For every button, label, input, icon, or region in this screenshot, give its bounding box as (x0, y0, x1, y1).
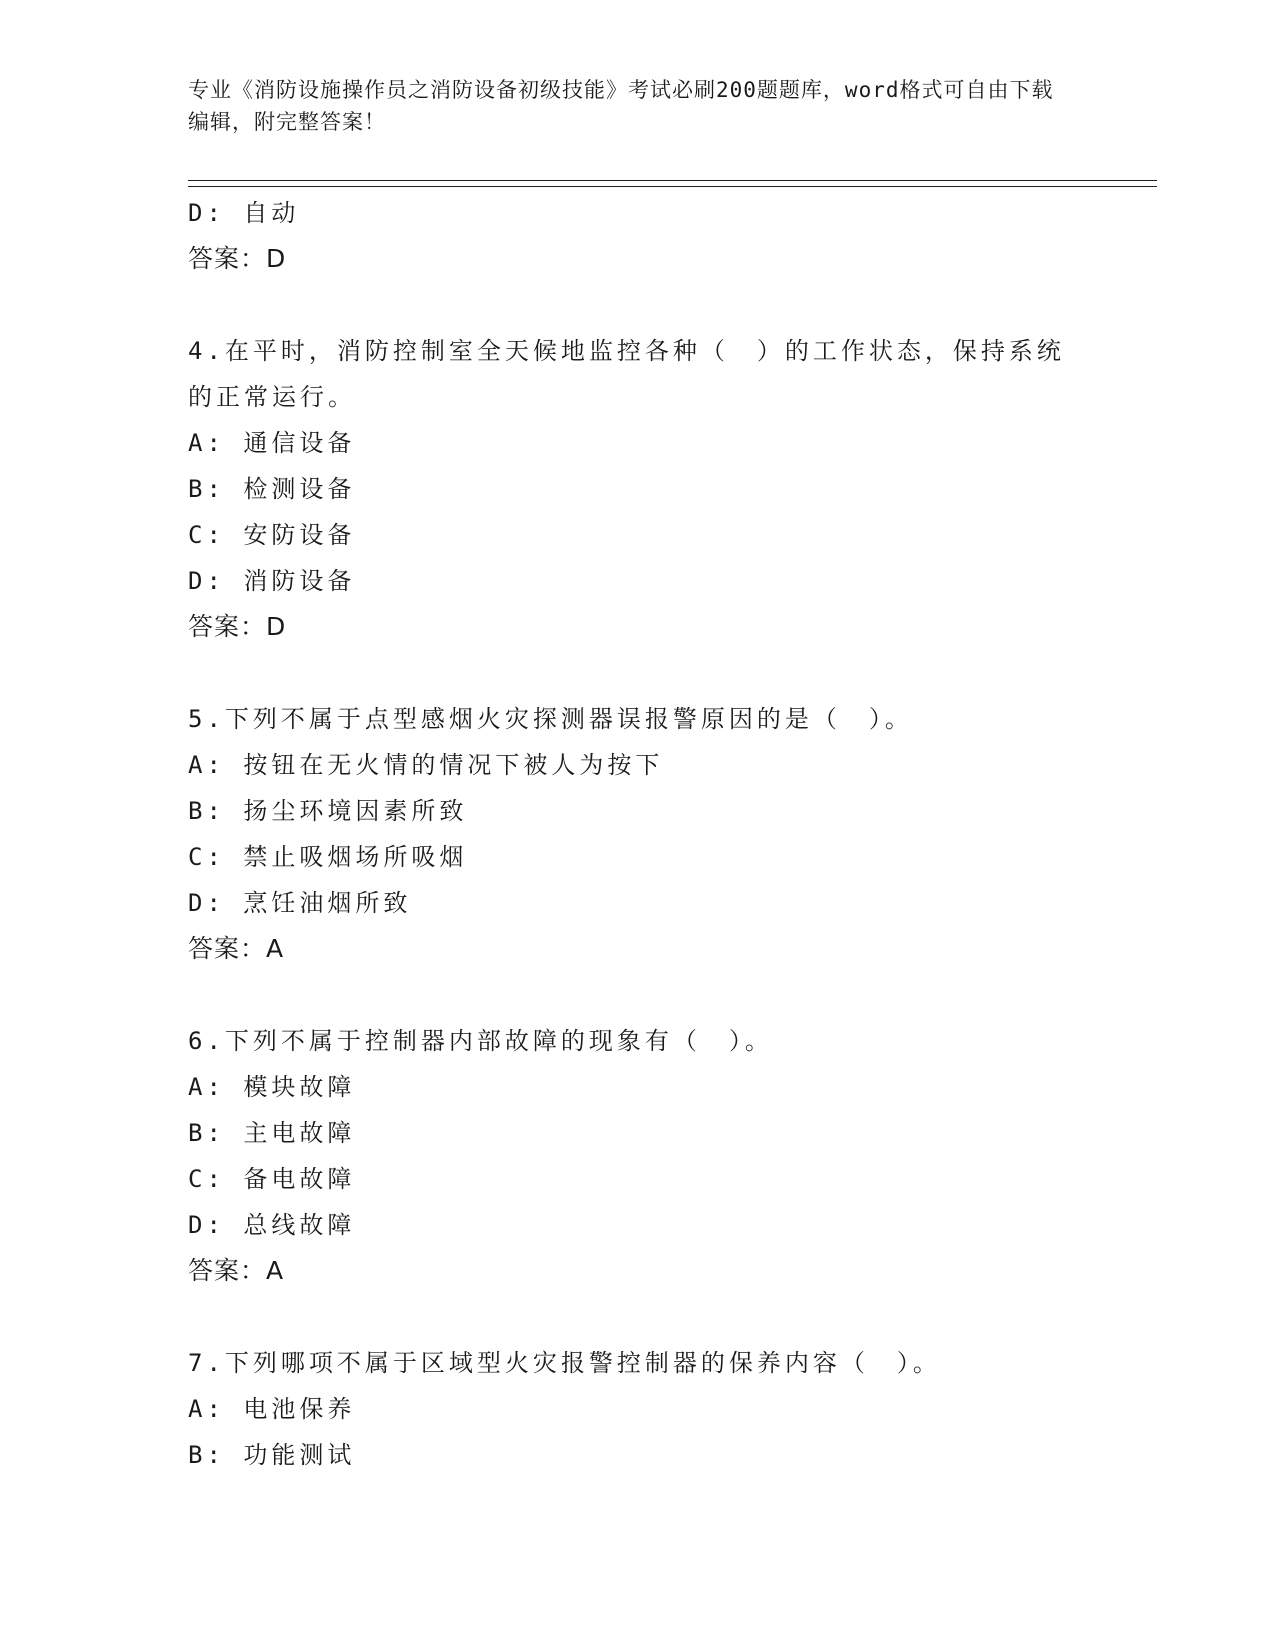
question-text: 6.下列不属于控制器内部故障的现象有（ ）。 (188, 1027, 773, 1055)
answer-line: 答案：D (188, 612, 287, 641)
option-c: C: 安防设备 (188, 521, 356, 549)
question-block (188, 1018, 1088, 1294)
answer-line: 答案：A (188, 934, 285, 963)
option-b: B: 主电故障 (188, 1119, 356, 1147)
option-c: C: 备电故障 (188, 1165, 356, 1193)
option-b: B: 功能测试 (188, 1441, 356, 1469)
option-b: B: 检测设备 (188, 475, 356, 503)
question-text: 7.下列哪项不属于区域型火灾报警控制器的保养内容（ ）。 (188, 1349, 941, 1377)
question-block (188, 1340, 1088, 1478)
option-a: A: 模块故障 (188, 1073, 356, 1101)
question-text: 4.在平时，消防控制室全天候地监控各种（ ）的工作状态，保持系统的正常运行。 (188, 337, 1065, 411)
question-block (188, 696, 1088, 972)
option-c: C: 禁止吸烟场所吸烟 (188, 843, 468, 871)
option-d: D: 烹饪油烟所致 (188, 889, 412, 917)
option-a: A: 按钮在无火情的情况下被人为按下 (188, 751, 664, 779)
option-d: D: 总线故障 (188, 1211, 356, 1239)
question-block (188, 328, 1088, 650)
option-a: A: 通信设备 (188, 429, 356, 457)
document-header: 专业《消防设施操作员之消防设备初级技能》考试必刷200题题库，word格式可自由下载编辑，附完整答案！ (188, 78, 1054, 134)
option-d: D: 消防设备 (188, 567, 356, 595)
header-divider (188, 180, 1157, 187)
option-b: B: 扬尘环境因素所致 (188, 797, 468, 825)
document-body (188, 190, 1088, 1478)
option-d: D: 自动 (188, 199, 300, 227)
question-text: 5.下列不属于点型感烟火灾探测器误报警原因的是（ ）。 (188, 705, 913, 733)
answer-line: 答案：A (188, 1256, 285, 1285)
option-a: A: 电池保养 (188, 1395, 356, 1423)
answer-line: 答案：D (188, 244, 287, 273)
